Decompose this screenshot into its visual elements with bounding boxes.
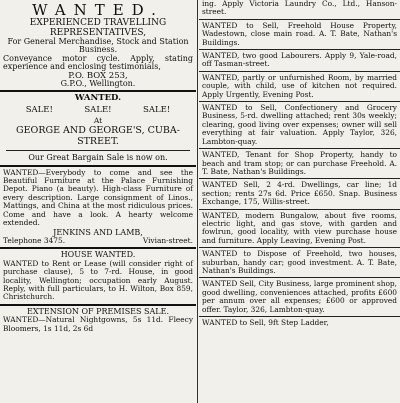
ad-heading: EXTENSION OF PREMISES SALE. bbox=[27, 306, 169, 316]
ad-box: P.O. BOX 253, bbox=[68, 70, 128, 81]
ad-palace-furnishing bbox=[0, 169, 196, 246]
rule bbox=[199, 316, 400, 317]
ad-line: For General Merchandise, Stock and Station Business. bbox=[7, 37, 189, 55]
classified-ad: WANTED to Sell, Freehold House Property, Wadestown, close main road. A. T. Bate, Nathan's Buildings. bbox=[202, 20, 397, 47]
left-column bbox=[0, 0, 196, 403]
ad-signature-row bbox=[0, 237, 196, 245]
rule bbox=[199, 71, 400, 72]
ad-gpo: G.P.O., Wellington. bbox=[60, 79, 136, 89]
ad-heading: HOUSE WANTED. bbox=[60, 250, 136, 260]
ad-street: Vivian-street. bbox=[142, 235, 193, 245]
sale-word: SALE! bbox=[143, 104, 171, 115]
ad-line: Conveyance motor cycle. Apply, stating experience and enclosing testimonials, bbox=[3, 53, 193, 72]
rule bbox=[199, 49, 400, 50]
classified-ad: WANTED to Sell, 9ft Step Ladder, bbox=[202, 318, 329, 327]
ad-text: WANTED—Natural Nightgowns, 5s 11d. Fleecy Bloomers, 1s 11d, 2s 6d bbox=[3, 315, 193, 333]
classified-ad: WANTED, Tenant for Shop Property, handy to beach and tram stop; or can purchase Freehold. A. T. Bate, Nathan's Buildings. bbox=[202, 150, 397, 176]
sale-row bbox=[10, 105, 186, 115]
rule bbox=[199, 277, 400, 278]
rule bbox=[199, 19, 400, 20]
classified-ad: WANTED, partly or unfurnished Room, by married couple, with child, use of kitchen not required. Apply Urgently, Evening Post. bbox=[202, 72, 397, 99]
rule bbox=[0, 304, 196, 306]
store-name: GEORGE AND GEORGE'S, CUBA-STREET. bbox=[16, 125, 180, 148]
ad-heading: WANTED. bbox=[32, 1, 164, 19]
ad-george-and-george bbox=[0, 94, 196, 162]
ad-firm: JENKINS AND LAMB, bbox=[53, 227, 143, 237]
rule bbox=[199, 209, 400, 210]
classified-ad: WANTED to Sell, Confectionery and Grocery Business, 5-rd. dwelling attached; rent 30s weekly; clearing, good living over expenses; owner will sell everything at fair valuation. Apply Taylor, 326, Lambton-quay. bbox=[202, 103, 397, 146]
classified-ad: WANTED Sell, City Business, large prominent shop, good dwelling, conveniences attached, profits £600 per annum over all expenses; £600 or approved offer. Taylor, 326, Lambton-quay. bbox=[202, 279, 397, 314]
column-divider bbox=[197, 0, 198, 403]
sale-word: SALE! bbox=[84, 104, 112, 115]
ad-text: WANTED—Everybody to come and see the Beautiful Furniture at the Palace Furnishing Depot. Piano (a beauty). High-class Furniture of every description. Large consignment of Linos., Mattings, and China at the most ridiculous prices. Come and have a look. A hearty welcome extended. bbox=[3, 167, 193, 228]
ad-travelling-representatives bbox=[0, 2, 196, 88]
rule bbox=[199, 178, 400, 179]
right-column bbox=[199, 0, 400, 403]
classified-ad: ing. Apply Victoria Laundry Co., Ltd., Hanson-street. bbox=[202, 0, 397, 17]
rule bbox=[199, 148, 400, 149]
classified-ad: WANTED, modern Bungalow, about five rooms, electric light, and gas stove, with garden and fowlrun, good locality, with view purchase house and furniture. Apply Leaving, Evening Post. bbox=[202, 210, 397, 245]
sale-word: SALE! bbox=[25, 104, 53, 115]
ad-at: At bbox=[93, 115, 103, 125]
rule bbox=[6, 150, 190, 151]
ad-phone: Telephone 3475. bbox=[3, 235, 66, 245]
ad-subheading: EXPERIENCED TRAVELLING REPRESENTATIVES, bbox=[29, 18, 167, 38]
ad-extension-sale bbox=[0, 308, 196, 333]
classified-ad: WANTED, two good Labourers. Apply 9, Yale-road, off Tasman-street. bbox=[202, 51, 397, 69]
rule bbox=[0, 90, 196, 92]
rule bbox=[0, 165, 196, 167]
ad-heading: WANTED. bbox=[74, 93, 122, 104]
ad-house-wanted bbox=[0, 251, 196, 301]
ad-text: WANTED to Rent or Lease (will consider right of purchase clause), 5 to 7-rd. House, in good locality, Wellington; occupation early August. Reply, with full particulars, to H. Wilton, Box 859, Christchurch. bbox=[3, 258, 193, 302]
classified-ad: WANTED to Dispose of Freehold, two houses, suburban, handy car; good investment. A. T. Bate, Nathan's Buildings. bbox=[202, 249, 397, 275]
rule bbox=[199, 101, 400, 102]
rule bbox=[0, 247, 196, 249]
rule bbox=[199, 247, 400, 248]
ad-tagline: Our Great Bargain Sale is now on. bbox=[28, 153, 168, 163]
classified-ad: WANTED Sell, 2 4-rd. Dwellings, car line; 1d section; rents 27s 6d. Price £650. Snap. Business Exchange, 175, Willis-street. bbox=[202, 180, 397, 207]
